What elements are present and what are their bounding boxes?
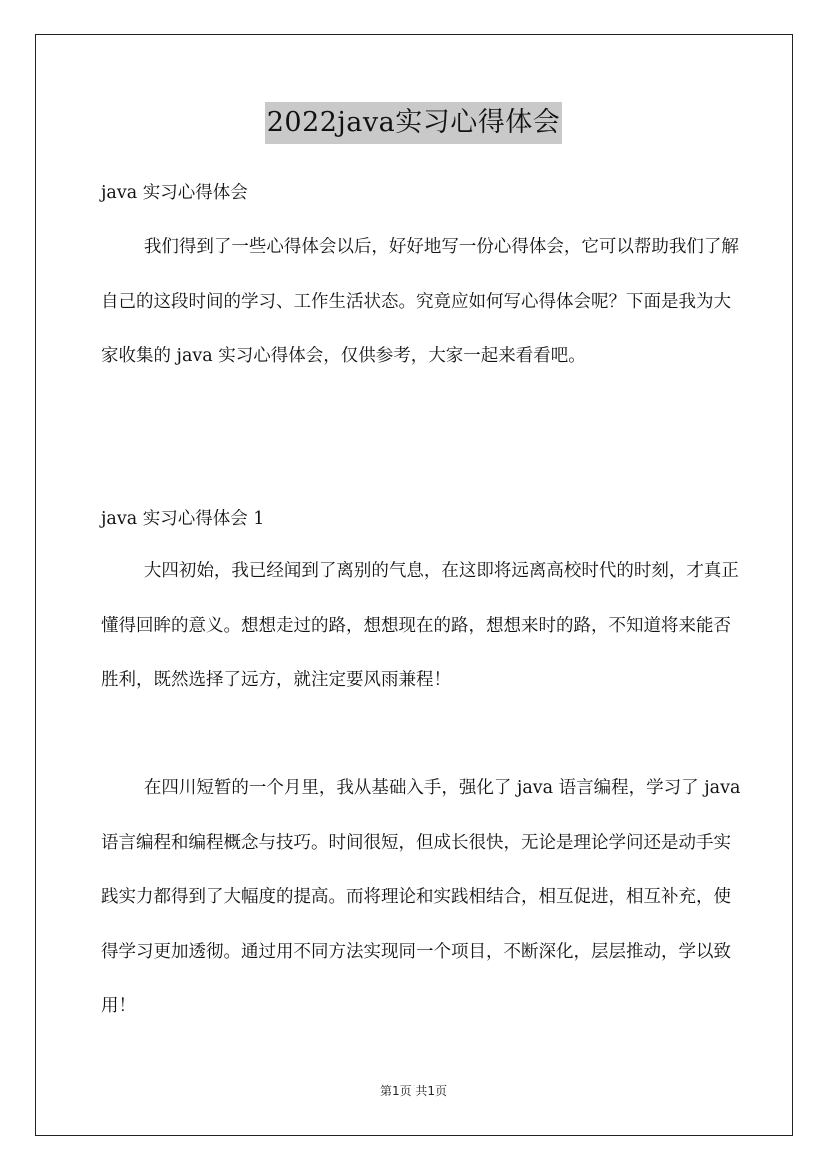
document-title: 2022java实习心得体会: [265, 102, 563, 144]
paragraph-2: 在四川短暂的一个月里，我从基础入手，强化了 java 语言编程，学习了 java 语言编程和编程概念与技巧。时间很短，但成长很快，无论是理论学问还是动手实践实力都得到了大幅度的提高。而将理论和实践相结合，相互促进，相互补充，使得学习更加透彻。通过用不同方法实现同一个项目，不断深化，层层推动，学以致用！: [101, 778, 741, 1016]
paragraph-1: 大四初始，我已经闻到了离别的气息，在这即将远离高校时代的时刻，才真正懂得回眸的意义。想想走过的路，想想现在的路，想想来时的路，不知道将来能否胜利，既然选择了远方，就注定要风雨兼程！: [101, 561, 739, 690]
sub-heading-1: java 实习心得体会 1: [101, 509, 265, 529]
page-footer: 第1页 共1页: [379, 1084, 448, 1098]
title-container: [0, 102, 827, 144]
intro-paragraph: 我们得到了一些心得体会以后，好好地写一份心得体会，它可以帮助我们了解自己的这段时间的学习、工作生活状态。究竟应如何写心得体会呢？下面是我为大家收集的 java 实习心得体会，仅供参考，大家一起来看看吧。: [101, 237, 739, 366]
section-heading: java 实习心得体会: [101, 183, 248, 203]
